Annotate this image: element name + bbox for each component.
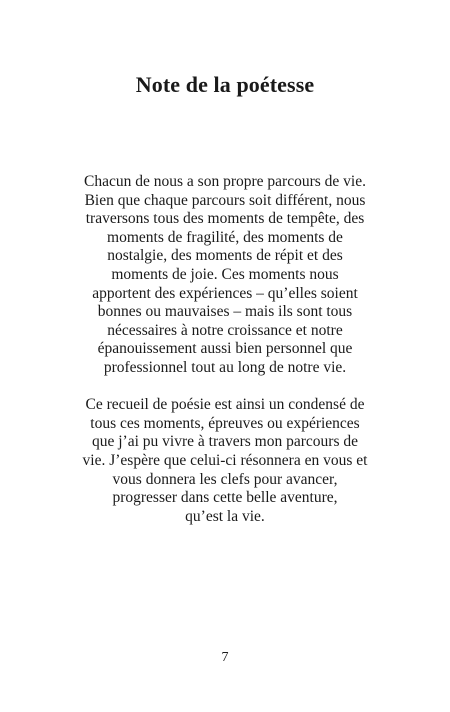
text-line: professionnel tout au long de notre vie. [103,358,347,376]
text-line: progresser dans cette belle aventure, [112,489,338,507]
text-line: épanouissement aussi bien personnel que [97,340,353,358]
page-number: 7 [221,650,229,665]
text-line: bonnes ou mauvaises – mais ils sont tous [97,303,353,321]
body-text [70,173,380,526]
text-line: Bien que chaque parcours soit différent, nous [84,191,366,209]
paragraph-2 [70,396,380,526]
text-line: tous ces moments, épreuves ou expériences [90,414,360,432]
paragraph-1 [70,173,380,378]
text-line: traversons tous des moments de tempête, des [85,210,365,228]
page-title: Note de la poétesse [135,72,315,97]
text-line: qu’est la vie. [185,507,265,525]
text-line: moments de joie. Ces moments nous [111,265,339,283]
text-line: nostalgie, des moments de répit et des [107,247,343,265]
text-line: vous donnera les clefs pour avancer, [112,470,338,488]
text-line: nécessaires à notre croissance et notre [107,321,343,339]
text-line: vie. J’espère que celui-ci résonnera en vous et [82,451,368,469]
text-line: que j’ai pu vivre à travers mon parcours de [92,433,358,451]
text-line: moments de fragilité, des moments de [107,228,343,246]
text-line: Ce recueil de poésie est ainsi un condensé de [85,396,365,414]
text-line: apportent des expériences – qu’elles soient [92,284,358,302]
text-line: Chacun de nous a son propre parcours de vie. [84,173,366,190]
